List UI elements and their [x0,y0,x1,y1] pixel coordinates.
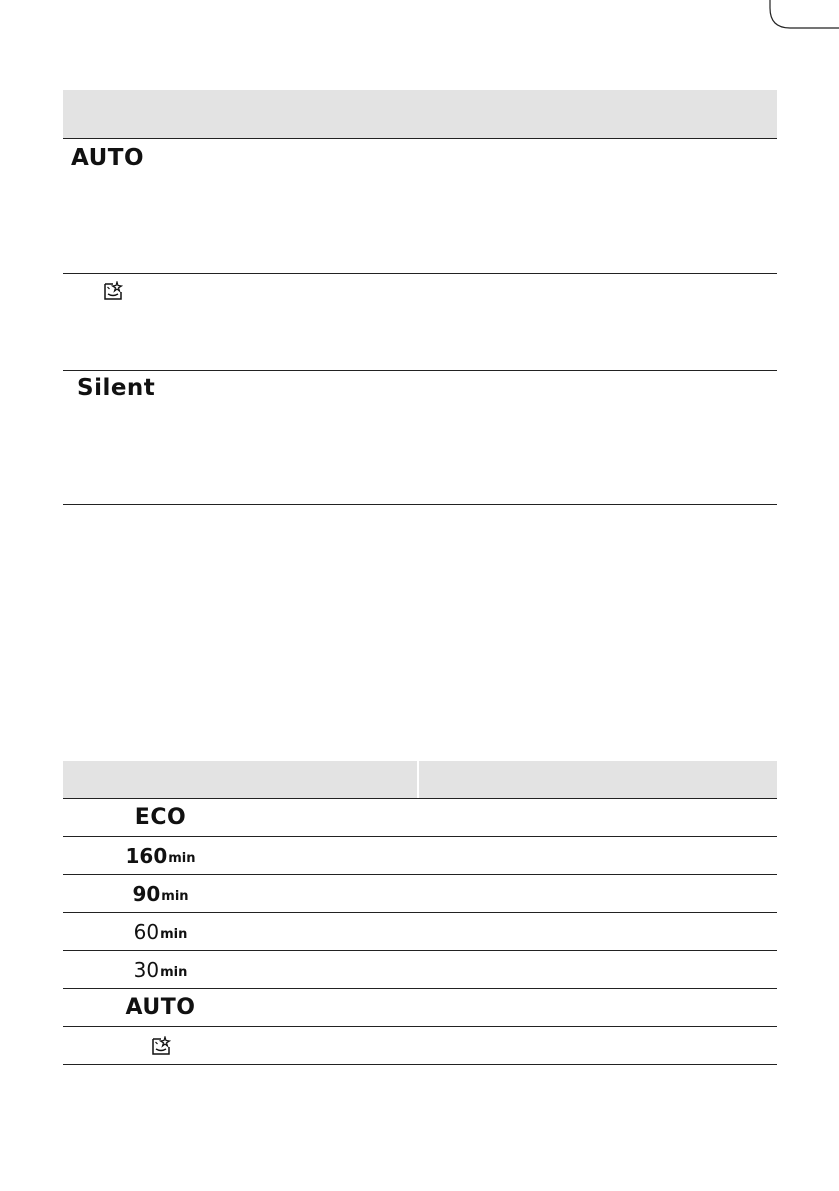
programme-duration: 30 [133,957,160,982]
table-row [63,951,777,989]
table-row [63,139,777,274]
programme-duration: 60 [133,919,160,944]
options-table-header [63,90,777,139]
dishwasher-glass-care-icon [103,281,123,305]
duration-unit: min [168,851,196,866]
duration-unit: min [161,889,189,904]
silent-symbol: Silent [77,375,156,401]
programme-duration: 160 [125,843,168,868]
auto-symbol: AUTO [71,145,145,171]
header-cell [63,761,417,798]
duration-unit: min [160,965,188,980]
table-row [63,875,777,913]
table-row [63,799,777,837]
duration-unit: min [160,927,188,942]
table-row [63,371,777,505]
table-row [63,837,777,875]
header-cell [419,761,777,798]
programme-table-header [63,761,777,799]
table-row [63,913,777,951]
table-row [63,1027,777,1065]
eco-programme-symbol: ECO [134,805,187,830]
programme-table [63,761,777,1065]
table-row [63,989,777,1027]
auto-programme-symbol: AUTO [125,995,196,1020]
programme-duration: 90 [132,881,161,906]
dishwasher-glass-care-icon [151,1036,171,1056]
table-row [63,274,777,371]
options-table [63,90,777,505]
page-corner-decoration [0,0,839,40]
